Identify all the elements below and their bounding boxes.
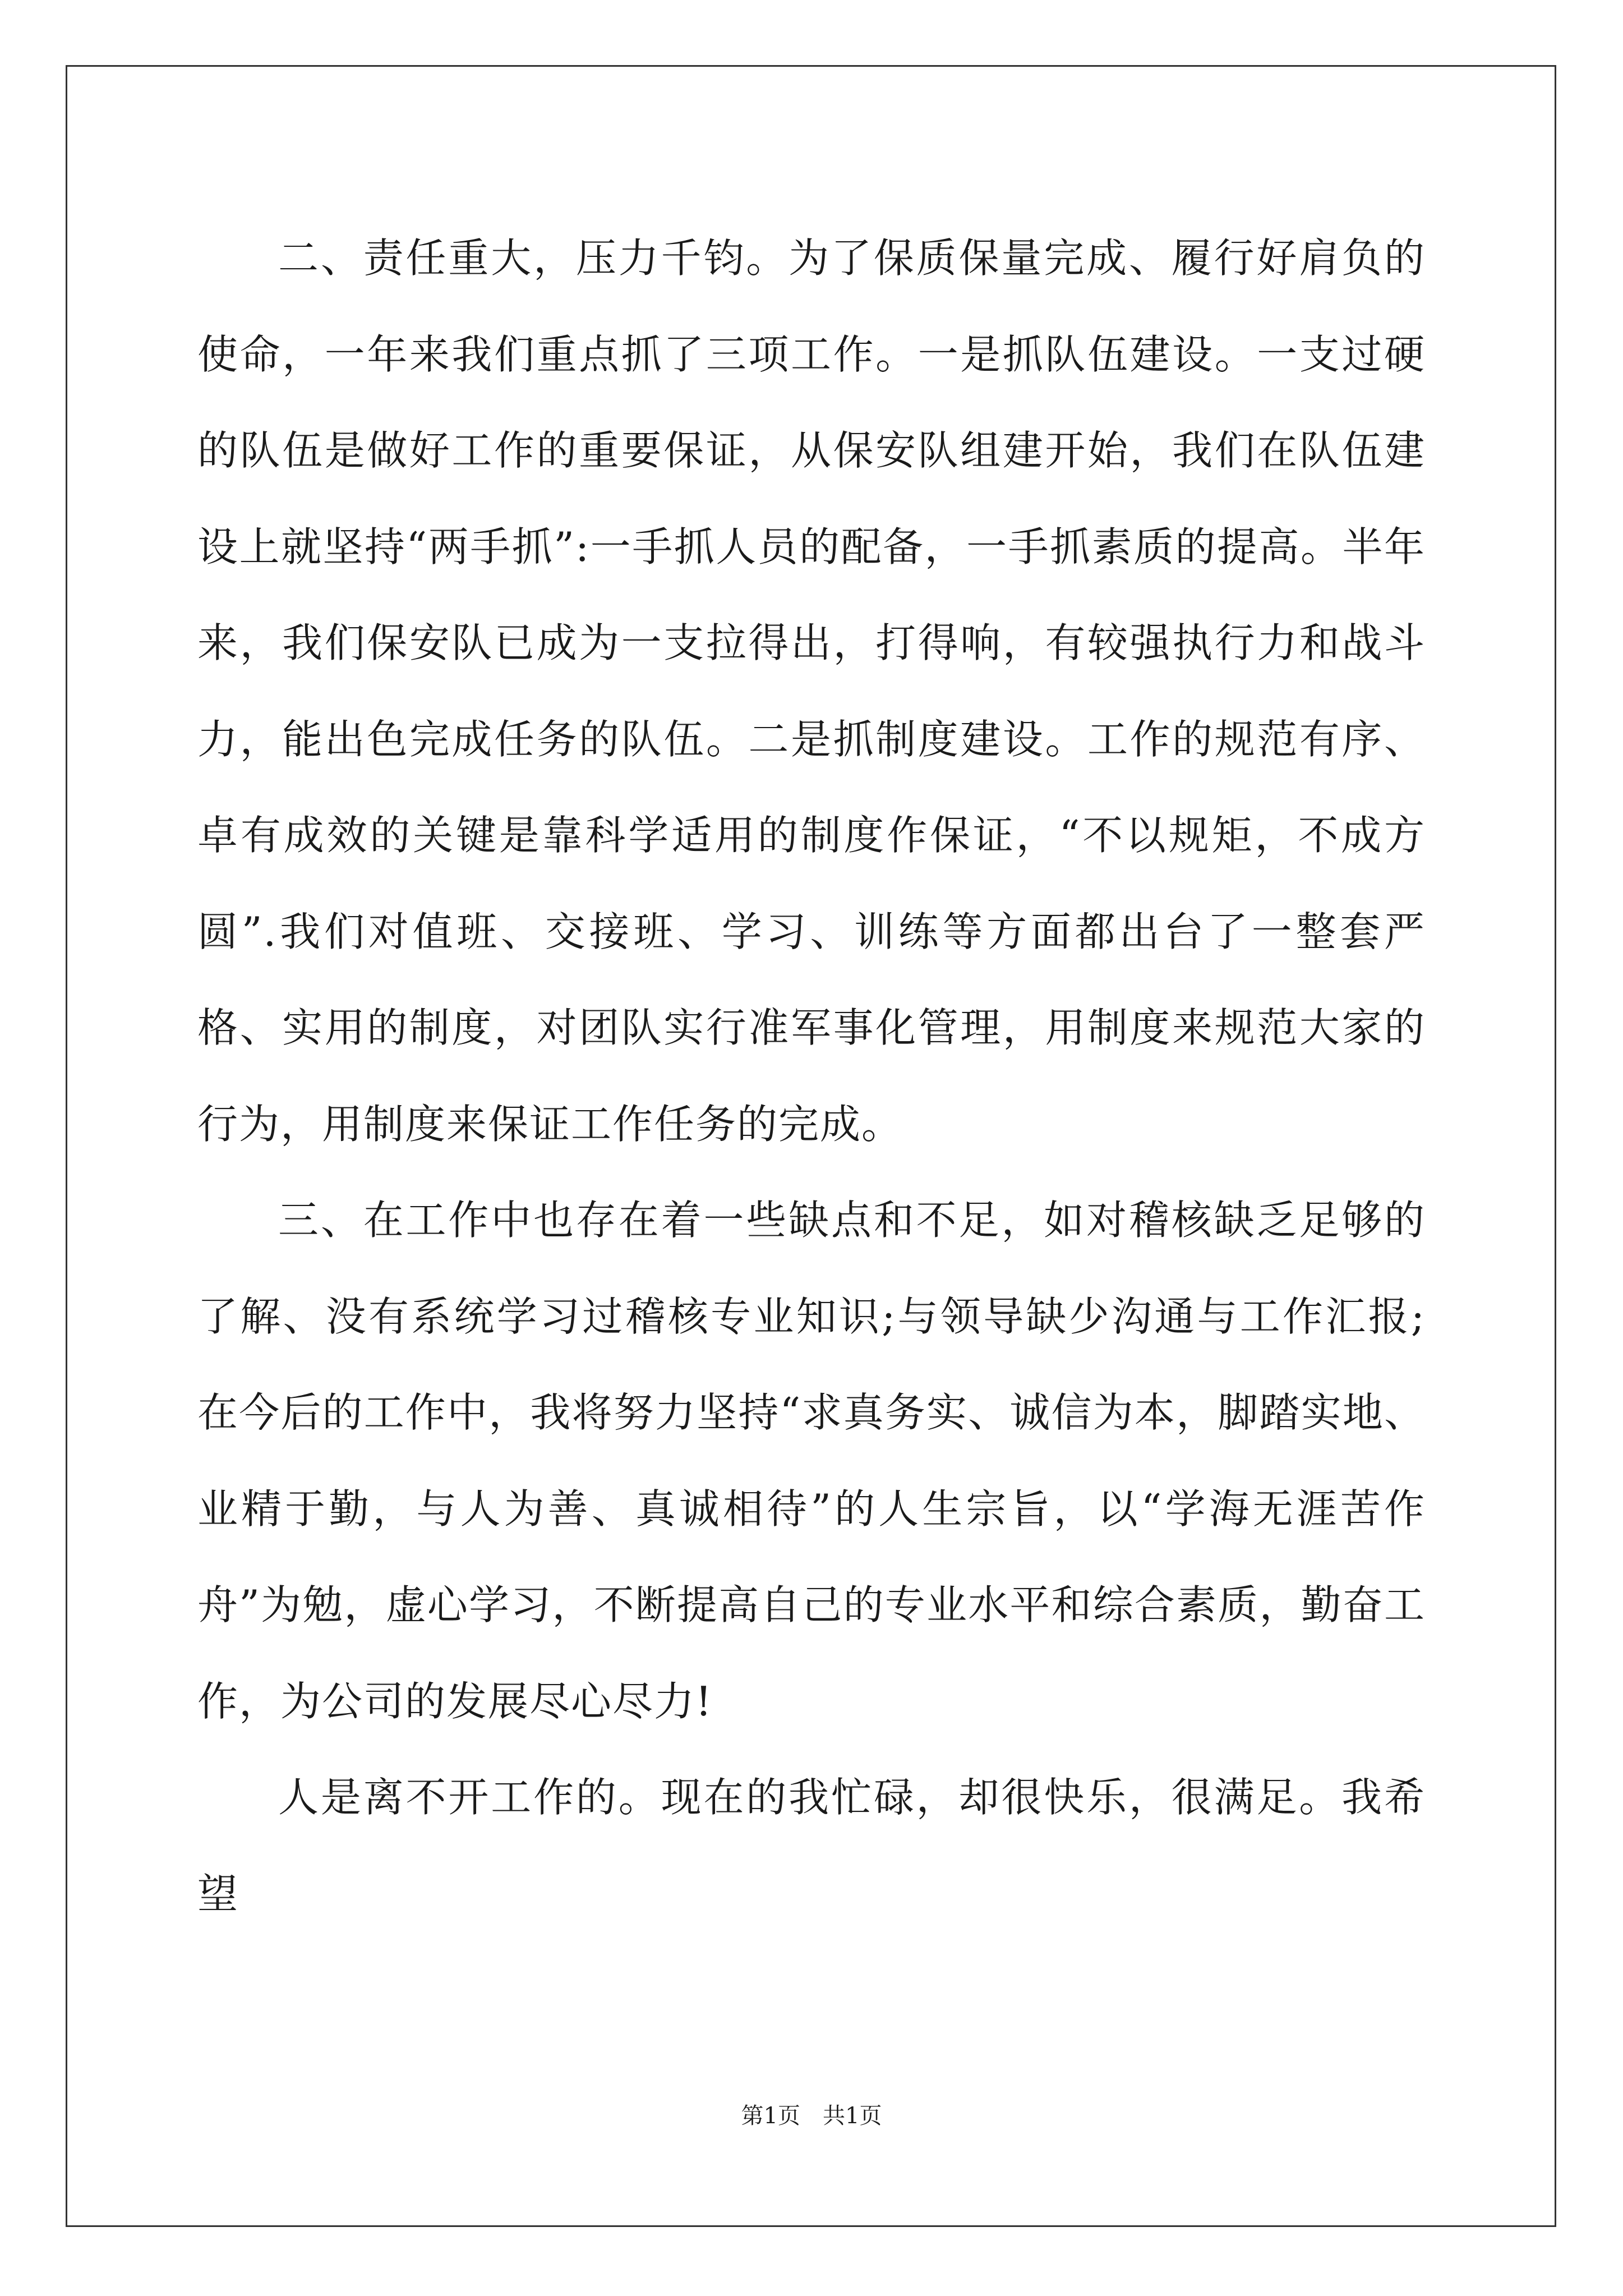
paragraph-closing: 人是离不开工作的。现在的我忙碌，却很快乐，很满足。我希望: [197, 1774, 1426, 1917]
paragraph-responsibility: 二、责任重大，压力千钧。为了保质保量完成、履行好肩负的使命，一年来我们重点抓了三项工作。一是抓队伍建设。一支过硬的队伍是做好工作的重要保证，从保安队组建开始，我们在队伍建设上就坚持“两手抓”:一手抓人员的配备，一手抓素质的提高。半年来，我们保安队已成为一支拉得出，打得响，有较强执行力和战斗力，能出色完成任务的队伍。二是抓制度建设。工作的规范有序、卓有成效的关键是靠科学适用的制度作保证，“不以规矩，不成方圆”.我们对值班、交接班、学习、训练等方面都出台了一整套严格、实用的制度，对团队实行准军事化管理，用制度来规范大家的行为，用制度来保证工作任务的完成。: [197, 234, 1426, 1148]
document-body: [197, 210, 1426, 1942]
page-footer: [0, 2099, 1623, 2133]
page-number: 第1页 共1页: [741, 2103, 882, 2129]
paragraph-shortcomings: 三、在工作中也存在着一些缺点和不足，如对稽核缺乏足够的了解、没有系统学习过稽核专业知识;与领导缺少沟通与工作汇报;在今后的工作中，我将努力坚持“求真务实、诚信为本，脚踏实地、业精于勤，与人为善、真诚相待”的人生宗旨，以“学海无涯苦作舟”为勉，虚心学习，不断提高自己的专业水平和综合素质，勤奋工作，为公司的发展尽心尽力!: [197, 1197, 1426, 1725]
